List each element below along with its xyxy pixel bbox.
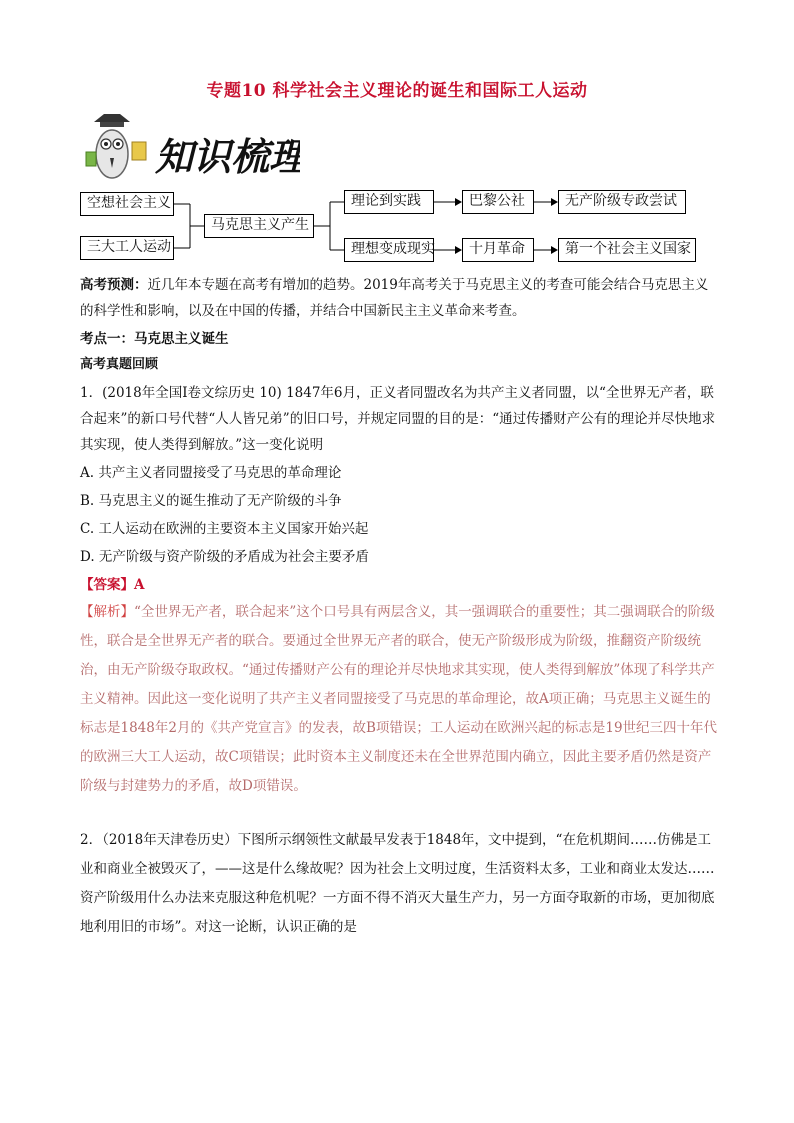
box-utopian-socialism: 空想社会主义 (80, 192, 174, 216)
box-first-socialist-country: 第一个社会主义国家 (558, 238, 696, 262)
forecast-label: 高考预测： (80, 277, 148, 293)
knowledge-logo (80, 112, 300, 186)
box-proletarian-dictatorship: 无产阶级专政尝试 (558, 190, 686, 214)
question-2: 2．（2018年天津卷历史）下图所示纲领性文献最早发表于1848年，文中提到，“在危机期间……仿佛是工业和商业全被毁灭了，——这是什么缘故呢？因为社会上文明过度，生活资料太多，工业和商业太发达……资产阶级用什么办法来克服这种危机呢？一方面不得不消灭大量生产力，另一方面夺取新的市场，更加彻底地利用旧的市场”。对这一论断，认识正确的是 (80, 832, 715, 935)
option-c: C. 工人运动在欧洲的主要资本主义国家开始兴起 (80, 521, 369, 537)
box-ideal-to-reality: 理想变成现实 (344, 238, 434, 262)
forecast-paragraph (80, 272, 720, 324)
option-a: A. 共产主义者同盟接受了马克思的革命理论 (80, 465, 342, 481)
scholar-mascot-icon (80, 112, 300, 186)
box-three-workers-movements: 三大工人运动 (80, 236, 174, 260)
box-october-revolution: 十月革命 (462, 238, 534, 262)
svg-text:知识梳理: 知识梳理 (155, 134, 300, 179)
answer: 【答案】A (80, 577, 145, 593)
box-marxism-born: 马克思主义产生 (204, 214, 314, 238)
page-title: 专题10 科学社会主义理论的诞生和国际工人运动 (206, 81, 588, 101)
forecast-text: 近几年本专题在高考有增加的趋势。2019年高考关于马克思主义的考查可能会结合马克思主义的科学性和影响，以及在中国的传播，并结合中国新民主主义革命来考查。 (80, 277, 709, 319)
explanation-text: “全世界无产者，联合起来”这个口号具有两层含义，其一强调联合的重要性；其二强调联合的阶级性，联合是全世界无产者的联合。要通过全世界无产者的联合，使无产阶级形成为阶级，推翻资产阶级统治，由无产阶级夺取政权。“通过传播财产公有的理论并尽快地求其实现，使人类得到解放”体现了科学共产主义精神。因此这一变化说明了共产主义者同盟接受了马克思的革命理论，故A项正确；马克思主义诞生的标志是1848年2月的《共产党宣言》的发表，故B项错误；工人运动在欧洲兴起的标志是19世纪三四十年代的欧洲三大工人运动，故C项错误；此时资本主义制度还未在全世界范围内确立，因此主要矛盾仍然是资产阶级与封建势力的矛盾，故D项错误。 (80, 604, 718, 794)
explanation (80, 598, 720, 801)
option-d: D. 无产阶级与资产阶级的矛盾成为社会主要矛盾 (80, 549, 369, 565)
box-paris-commune: 巴黎公社 (462, 190, 534, 214)
review-heading: 高考真题回顾 (80, 357, 159, 372)
box-theory-to-practice: 理论到实践 (344, 190, 434, 214)
option-b: B. 马克思主义的诞生推动了无产阶级的斗争 (80, 493, 342, 509)
explanation-label: 【解析】 (80, 604, 134, 620)
question-1: 1．(2018年全国Ⅰ卷文综历史 10) 1847年6月，正义者同盟改名为共产主义者同盟，以“全世界无产者，联合起来”的新口号代替“人人皆兄弟”的旧口号，并规定同盟的目的是：“通过传播财产公有的理论并尽快地求其实现，使人类得到解放。”这一变化说明 (80, 385, 716, 453)
exam-point-heading: 考点一：马克思主义诞生 (80, 331, 229, 347)
